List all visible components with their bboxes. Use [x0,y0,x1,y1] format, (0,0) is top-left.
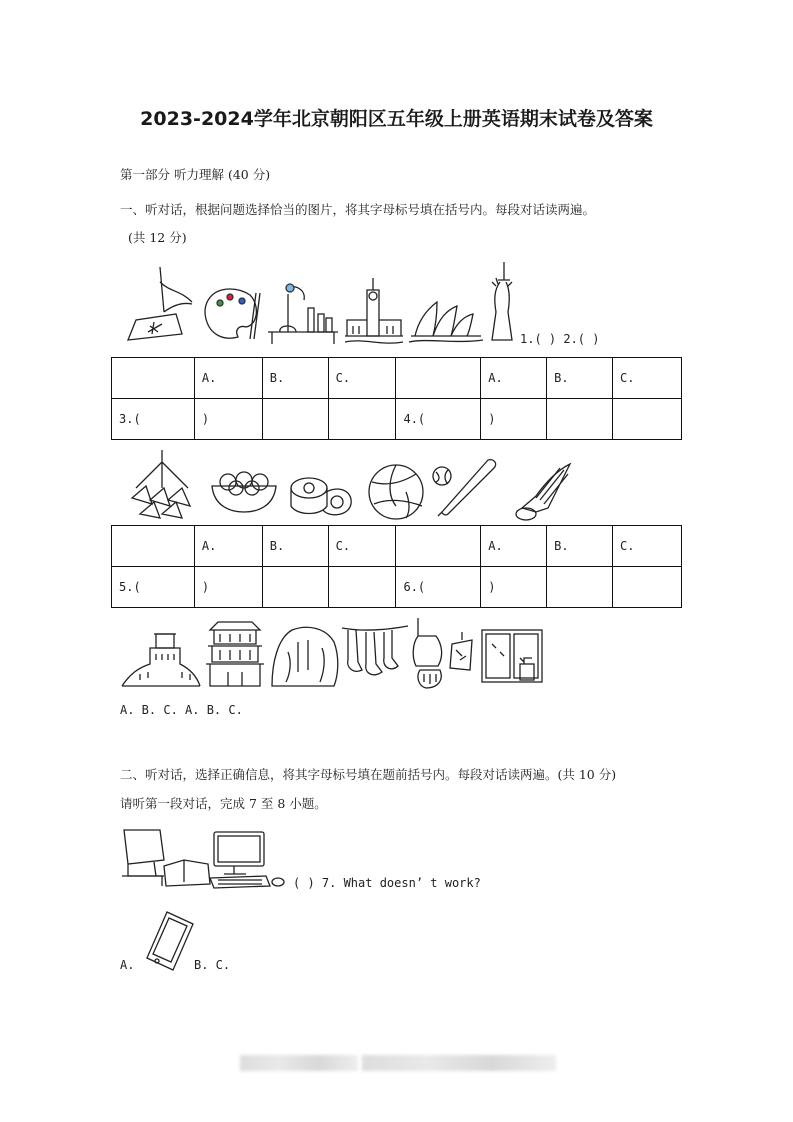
table-cell: B. [547,526,613,567]
shuttlecock-icon [506,460,576,522]
cleaning-cloth-icon [448,630,476,674]
table-cell [328,399,396,440]
section2-instruction: 二、听对话，选择正确信息，将其字母标号填在题前括号内。每段对话读两遍。(共 10 分) [120,767,617,782]
mooncake-icon [287,472,355,520]
table-cell [547,567,613,608]
table-cell: ) [481,399,547,440]
table-cell: A. [481,358,547,399]
zongzi-icon [126,448,198,520]
table-cell: C. [613,526,682,567]
table-cell [396,358,481,399]
potala-palace-icon [120,624,202,688]
table-cell [613,567,682,608]
section2-subinstruction: 请听第一段对话，完成 7 至 8 小题。 [120,796,327,811]
question-7: ( ) 7. What doesn’ t work? [293,876,481,890]
table-row [112,399,682,440]
pagoda-building-icon [204,616,266,688]
answer-table-a [111,357,682,440]
table-cell [112,358,195,399]
table-cell [262,567,328,608]
paint-palette-icon [200,285,265,345]
table-cell [613,399,682,440]
table-cell: C. [613,358,682,399]
part-heading: 第一部分 听力理解 (40 分) [120,167,271,182]
volleyball-icon [366,462,426,522]
opera-house-icon [407,288,485,344]
table-cell: C. [328,526,396,567]
statue-of-liberty-icon [484,260,518,344]
section1-points: (共 12 分) [128,230,187,245]
answer-table-b [111,525,682,608]
table-cell[interactable]: 5.( [112,567,195,608]
table-row [112,526,682,567]
table-cell: B. [547,358,613,399]
science-lab-icon [266,284,341,346]
table-cell: ) [194,567,262,608]
table-cell[interactable]: 4.( [396,399,481,440]
page-title: 2023-2024学年北京朝阳区五年级上册英语期末试卷及答案 [140,108,653,130]
table-row [112,358,682,399]
table-cell: A. [194,526,262,567]
table-cell [112,526,195,567]
table-cell: B. [262,358,328,399]
tangyuan-bowl-icon [210,466,278,516]
table-cell [328,567,396,608]
table-cell[interactable]: 6.( [396,567,481,608]
window-cleaning-icon [480,628,546,686]
gloves-icon [408,614,452,690]
q7-option-a[interactable]: A. [120,958,135,972]
table-cell: C. [328,358,396,399]
baseball-bat-icon [430,458,500,520]
table-cell [547,399,613,440]
table-cell: ) [194,399,262,440]
table-cell[interactable]: 3.( [112,399,195,440]
big-ben-icon [343,276,405,346]
carved-rock-icon [268,622,340,688]
table-cell: A. [481,526,547,567]
painting-hand-icon [120,262,195,344]
table-cell: B. [262,526,328,567]
table-cell [396,526,481,567]
table-cell [262,399,328,440]
section1-options: A. B. C. A. B. C. [120,703,243,717]
socks-line-icon [340,618,410,688]
table-row [112,567,682,608]
table-cell: A. [194,358,262,399]
q7-option-bc[interactable]: B. C. [194,958,231,972]
q1-q2-brackets: 1.( ) 2.( ) [520,332,600,346]
desktop-computer-icon [120,828,290,892]
smartphone-icon [143,910,195,972]
section1-instruction: 一、听对话，根据问题选择恰当的图片，将其字母标号填在括号内。每段对话读两遍。 [120,202,596,217]
table-cell: ) [481,567,547,608]
